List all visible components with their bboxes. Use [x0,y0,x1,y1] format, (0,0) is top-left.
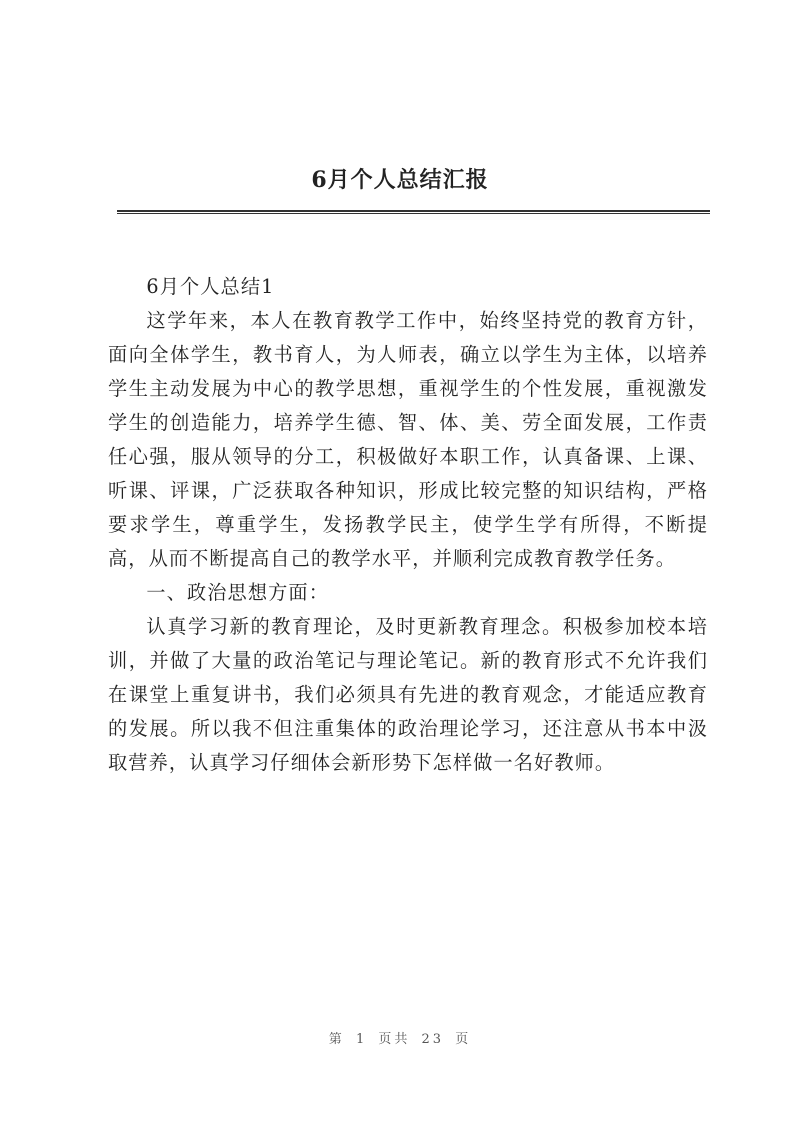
paragraph-political: 认真学习新的教育理论，及时更新教育理念。积极参加校本培训，并做了大量的政治笔记与理论笔记。新的教育形式不允许我们在课堂上重复讲书，我们必须具有先进的教育观念，才能适应教育的发展。所以我不但注重集体的政治理论学习，还注意从书本中汲取营养，认真学习仔细体会新形势下怎样做一名好教师。 [108,615,708,774]
section-heading: 6月个人总结1 [146,275,275,298]
footer-total-pages: 23 [421,1032,445,1047]
title-divider [117,210,710,214]
footer-middle: 页共 [378,1032,411,1047]
page-footer [0,1030,800,1050]
footer-prefix: 第 [328,1032,345,1047]
paragraph-intro: 这学年来，本人在教育教学工作中，始终坚持党的教育方针，面向全体学生，教书育人，为人师表，确立以学生为主体，以培养学生主动发展为中心的教学思想，重视学生的个性发展，重视激发学生的创造能力，培养学生德、智、体、美、劳全面发展，工作责任心强，服从领导的分工，积极做好本职工作，认真备课、上课、听课、评课，广泛获取各种知识，形成比较完整的知识结构，严格要求学生，尊重学生，发扬教学民主，使学生学有所得，不断提高，从而不断提高自己的教学水平，并顺利完成教育教学任务。 [108,309,708,570]
document-body [108,270,708,780]
footer-suffix: 页 [455,1032,472,1047]
section-heading-political: 一、政治思想方面： [146,581,329,604]
footer-page-number: 1 [355,1032,368,1047]
document-title: 6月个人总结汇报 [311,167,489,193]
